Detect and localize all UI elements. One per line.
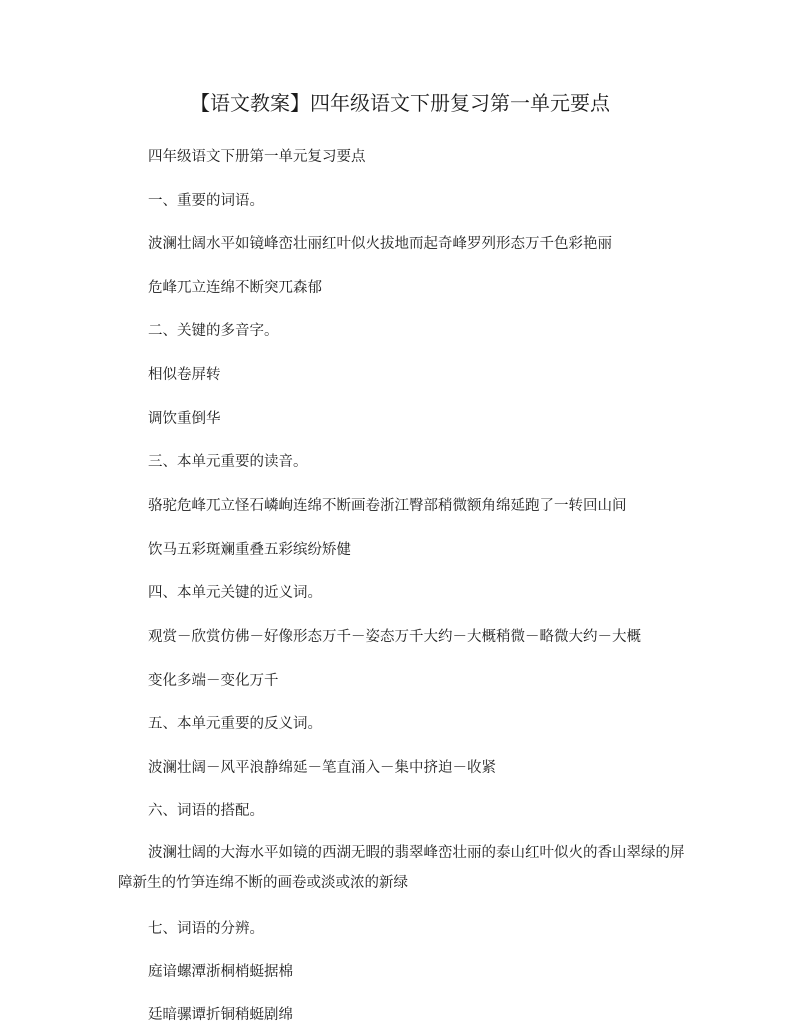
text-line: 变化多端－变化万千: [148, 673, 279, 689]
text-line: 骆驼危峰兀立怪石嶙峋连绵不断画卷浙江臀部稍微额角绵延跑了一转回山间: [148, 498, 627, 514]
section-heading-6: 六、词语的搭配。: [148, 803, 264, 819]
text-line: 相似卷屏转: [148, 367, 221, 383]
text-line: 饮马五彩斑斓重叠五彩缤纷矫健: [148, 542, 351, 558]
subtitle-line: 四年级语文下册第一单元复习要点: [148, 149, 366, 165]
document-title: 【语文教案】四年级语文下册复习第一单元要点: [190, 91, 610, 115]
section-heading-3: 三、本单元重要的读音。: [148, 454, 308, 470]
section-heading-5: 五、本单元重要的反义词。: [148, 716, 322, 732]
text-line: 调饮重倒华: [148, 411, 221, 427]
section-heading-2: 二、关键的多音字。: [148, 323, 279, 339]
text-line: 波澜壮阔水平如镜峰峦壮丽红叶似火拔地而起奇峰罗列形态万千色彩艳丽: [148, 236, 612, 252]
section-heading-1: 一、重要的词语。: [148, 193, 264, 209]
section-heading-7: 七、词语的分辨。: [148, 921, 264, 937]
text-line: 廷暗骡谭折铜稍蜓剧绵: [148, 1007, 293, 1023]
text-line: 庭谙螺潭浙桐梢蜓据棉: [148, 964, 293, 980]
paragraph: 波澜壮阔的大海水平如镜的西湖无暇的翡翠峰峦壮丽的泰山红叶似火的香山翠绿的屏障新生的竹笋连绵不断的画卷或淡或浓的新绿: [118, 845, 685, 891]
section-heading-4: 四、本单元关键的近义词。: [148, 585, 322, 601]
text-line: 危峰兀立连绵不断突兀森郁: [148, 280, 322, 296]
text-line: 波澜壮阔－风平浪静绵延－笔直涌入－集中挤迫－收紧: [148, 760, 496, 776]
text-line: 观赏－欣赏仿佛－好像形态万千－姿态万千大约－大概稍微－略微大约－大概: [148, 629, 641, 645]
